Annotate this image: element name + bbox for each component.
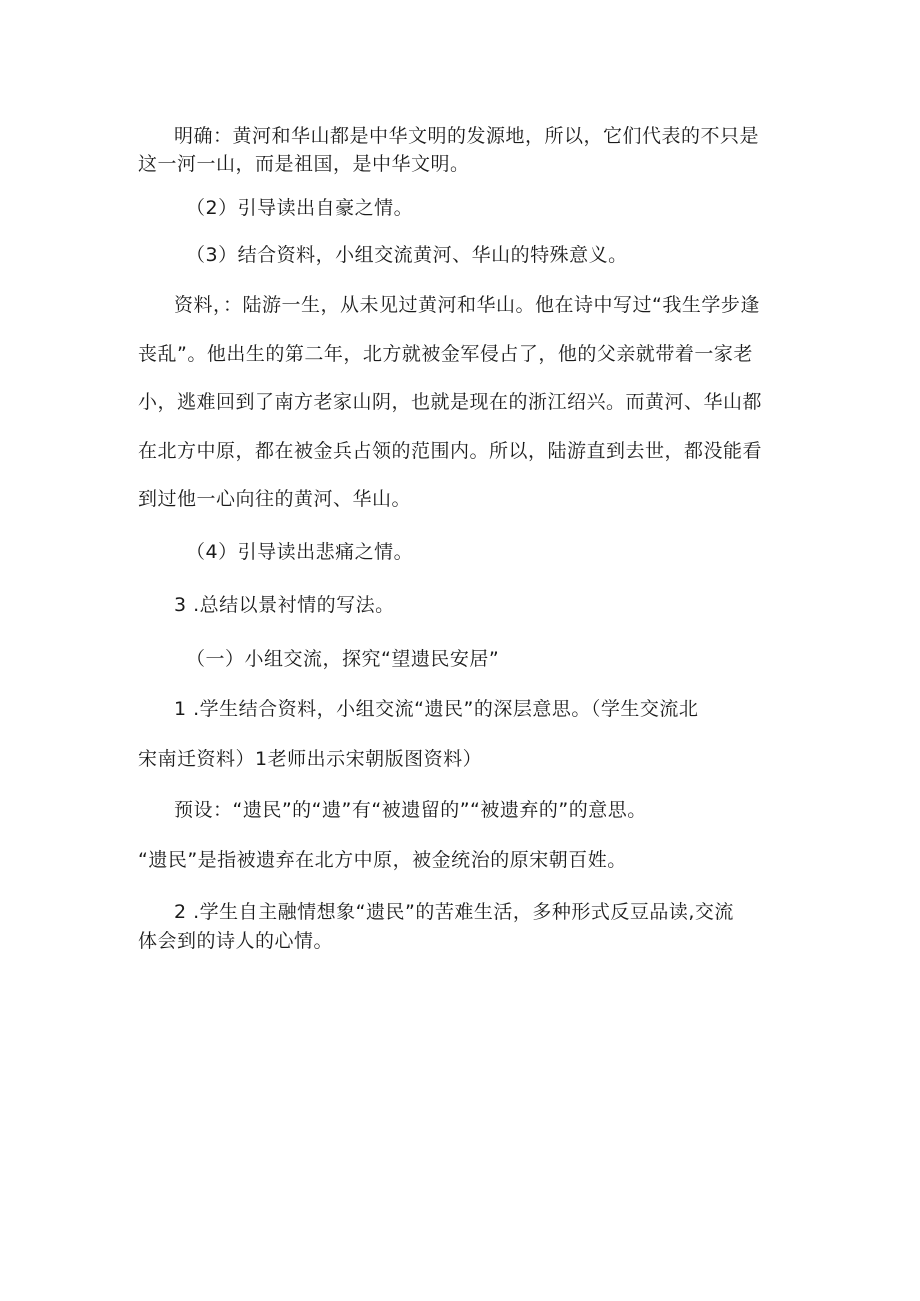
paragraph-line: 资料，：陆游一生，从未见过黄河和华山。他在诗中写过“我生学步逢 bbox=[174, 294, 760, 316]
paragraph-line: （3）结合资料，小组交流黄河、华山的特殊意义。 bbox=[186, 244, 628, 266]
paragraph-line: 到过他一心向往的黄河、华山。 bbox=[138, 488, 412, 510]
paragraph-line: “遗民”是指被遗弃在北方中原，被金统治的原宋朝百姓。 bbox=[138, 849, 627, 871]
paragraph-line: （4）引导读出悲痛之情。 bbox=[186, 541, 414, 563]
paragraph-line: （2）引导读出自豪之情。 bbox=[186, 197, 414, 219]
section-heading: 3 .总结以景衬情的写法。 bbox=[174, 594, 395, 616]
paragraph-line: 丧乱”。他出生的第二年，北方就被金军侵占了，他的父亲就带着一家老 bbox=[138, 343, 753, 365]
paragraph-line: 预设：“遗民”的“遗”有“被遗留的”“被遗弃的”的意思。 bbox=[174, 799, 647, 821]
paragraph-line: 这一河一山，而是祖国，是中华文明。 bbox=[138, 153, 470, 175]
paragraph-line: 宋南迁资料）1老师出示宋朝版图资料） bbox=[138, 748, 483, 770]
paragraph-line: 小，逃难回到了南方老家山阴，也就是现在的浙江绍兴。而黄河、华山都 bbox=[138, 391, 763, 413]
subsection-heading: （一）小组交流，探究“望遗民安居” bbox=[186, 648, 500, 670]
paragraph-line: 体会到的诗人的心情。 bbox=[138, 930, 334, 952]
paragraph-line: 明确：黄河和华山都是中华文明的发源地，所以，它们代表的不只是 bbox=[174, 125, 760, 147]
paragraph-line: 1 .学生结合资料，小组交流“遗民”的深层意思。（学生交流北 bbox=[174, 698, 699, 720]
paragraph-line: 2 .学生自主融情想象“遗民”的苦难生活，多种形式反豆品读,交流 bbox=[174, 901, 734, 923]
paragraph-line: 在北方中原，都在被金兵占领的范围内。所以，陆游直到去世，都没能看 bbox=[138, 440, 763, 462]
